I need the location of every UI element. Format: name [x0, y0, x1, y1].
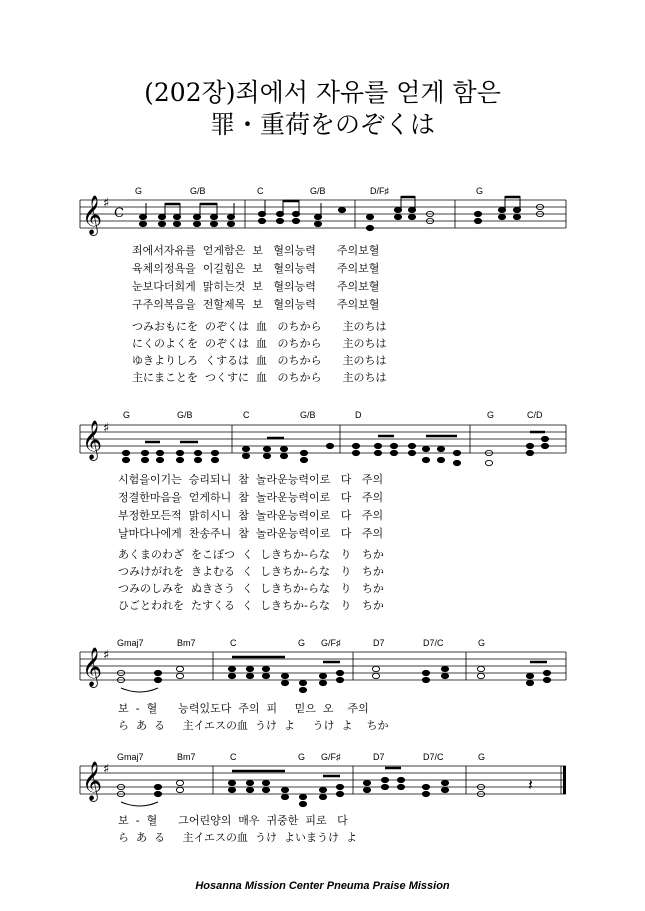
svg-text:♯: ♯	[103, 421, 110, 436]
lyric-line-japanese: つみおもにを のぞくは 血 のちから 主のちは	[132, 320, 387, 333]
svg-text:𝄽: 𝄽	[528, 775, 533, 794]
lyric-line-korean: 시험을이기는 승리되니 참 놀라운능력이로 다 주의	[118, 473, 384, 486]
chord: D7	[373, 638, 385, 648]
lyric-line-japanese: あくまのわざ をこぼつ く しきちか-らな り ちか	[118, 548, 384, 561]
chord: Bm7	[177, 752, 196, 762]
chord: G	[476, 186, 484, 196]
chord: G	[487, 410, 495, 420]
lyric-line-korean: 정결한마음을 얻게하니 참 놀라운능력이로 다 주의	[118, 491, 384, 504]
lyric-line-japanese: つみけがれを きよむる く しきちか-らな り ちか	[118, 565, 384, 578]
chord: C	[230, 638, 237, 648]
lyric-line-korean: 구주의복음을 전할제목 보 혈의능력 주의보혈	[132, 298, 380, 311]
lyric-line-japanese: ら あ る 主イエスの血 うけ よいまうけ よ	[118, 831, 358, 844]
chord: G	[478, 752, 486, 762]
hymn-title-japanese: 罪・重荷をのぞくは	[209, 110, 435, 139]
lyric-line-japanese: ら あ る 主イエスの血 うけ よ うけ よ ちか	[118, 719, 389, 732]
lyric-line-korean: 보 - 혈 능력있도다 주의 피 믿으 오 주의	[118, 702, 369, 715]
chord: G	[298, 752, 306, 762]
chord: G	[298, 638, 306, 648]
hymn-title-korean: (202장)죄에서 자유를 얻게 함은	[144, 78, 501, 107]
chord: D/F♯	[370, 186, 389, 196]
lyric-line-japanese: 主にまことを つくすに 血 のちから 主のちは	[132, 371, 387, 384]
chord: Gmaj7	[117, 752, 144, 762]
chord: C	[230, 752, 237, 762]
chord: D7/C	[423, 752, 444, 762]
lyric-line-korean: 육체의정욕을 이길힘은 보 혈의능력 주의보혈	[132, 262, 380, 275]
chord: C	[243, 410, 250, 420]
lyric-line-korean: 날마다나에게 찬송주니 참 놀라운능력이로 다 주의	[118, 527, 384, 540]
chord: G	[478, 638, 486, 648]
chord: C	[257, 186, 264, 196]
chord: C/D	[527, 410, 543, 420]
svg-text:𝄞: 𝄞	[82, 647, 103, 687]
publisher-footer: Hosanna Mission Center Pneuma Praise Mission	[195, 880, 450, 892]
chord: D7/C	[423, 638, 444, 648]
svg-text:♯: ♯	[103, 196, 110, 211]
svg-text:C: C	[114, 206, 124, 221]
chord: G/B	[190, 186, 206, 196]
lyric-line-korean: 죄에서자유를 얻게함은 보 혈의능력 주의보혈	[132, 244, 380, 257]
lyric-line-korean: 눈보다더희게 맑히는것 보 혈의능력 주의보혈	[132, 280, 380, 293]
svg-text:♯: ♯	[103, 648, 110, 663]
chord: D7	[373, 752, 385, 762]
chord: G	[123, 410, 131, 420]
svg-text:𝄞: 𝄞	[82, 195, 103, 235]
chord: G/F♯	[321, 752, 341, 762]
lyric-line-japanese: ひごとわれを たすくる く しきちか-らな り ちか	[118, 599, 384, 612]
chord: G/B	[300, 410, 316, 420]
svg-text:♯: ♯	[103, 762, 110, 777]
svg-text:𝄞: 𝄞	[82, 420, 103, 460]
chord: Gmaj7	[117, 638, 144, 648]
lyric-line-japanese: にくのよくを のぞくは 血 のちから 主のちは	[132, 337, 387, 350]
chord: G	[135, 186, 143, 196]
chord: Bm7	[177, 638, 196, 648]
chord: G/B	[310, 186, 326, 196]
chord: D	[355, 410, 362, 420]
chord: G/F♯	[321, 638, 341, 648]
chord: G/B	[177, 410, 193, 420]
lyric-line-korean: 보 - 혈 그어린양의 매우 귀중한 피로 다	[118, 814, 348, 827]
svg-text:𝄞: 𝄞	[82, 761, 103, 801]
lyric-line-korean: 부정한모든적 맑히시니 참 놀라운능력이로 다 주의	[118, 509, 384, 522]
lyric-line-japanese: ゆきよりしろ くするは 血 のちから 主のちは	[132, 354, 387, 367]
lyric-line-japanese: つみのしみを ぬきさう く しきちか-らな り ちか	[118, 582, 384, 595]
